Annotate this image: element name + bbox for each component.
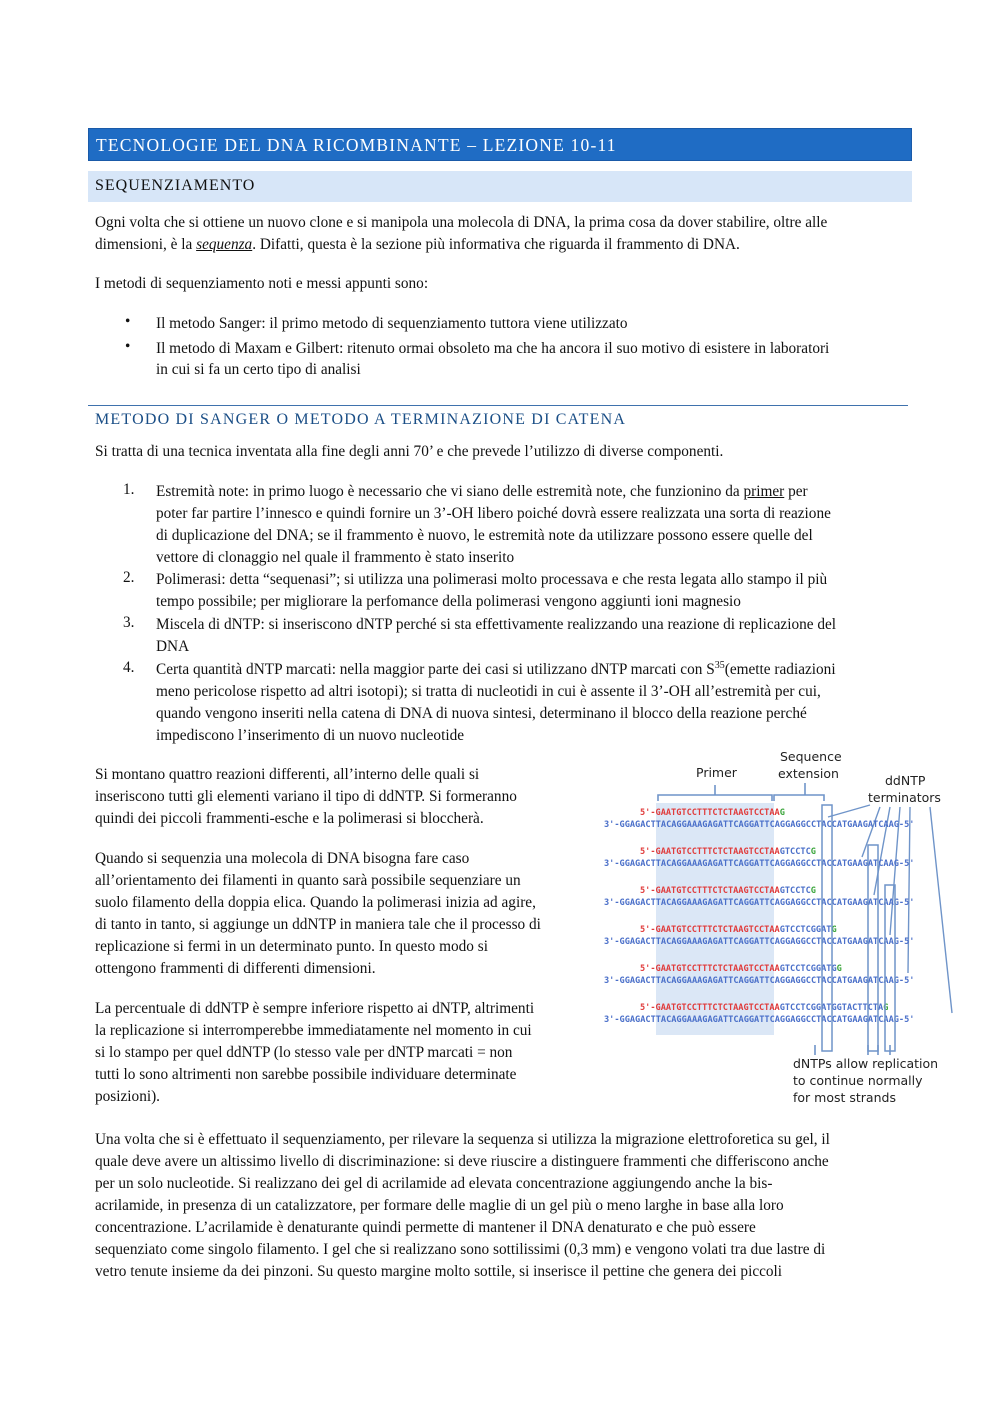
list-item-line xyxy=(156,659,836,681)
emphasized-word: sequenza xyxy=(196,236,253,253)
dntps-label-3: for most strands xyxy=(793,1090,896,1105)
list-text: Certa quantità dNTP marcati: nella maggior parte dei casi si utilizzano dNTP marcati con S xyxy=(156,661,715,678)
bullet-item-continued: in cui si fa un certo tipo di analisi xyxy=(156,361,361,378)
list-item-line: DNA xyxy=(156,638,190,655)
paragraph-line: replicazione si fermi in un determinato punto. In questo modo si xyxy=(95,938,488,955)
paragraph-line: Una volta che si è effettuato il sequenziamento, per rilevare la sequenza si utilizza la migrazione elettroforetica su gel, il xyxy=(95,1131,830,1148)
list-item-line: meno pericolose rispetto ad altri isotopi); si tratta di nucleotidi in cui è assente il 3’-OH all’estremità per cui, xyxy=(156,683,821,700)
synthesized-strand: 5'-GAATGTCCTTTCTCTAAGTCCTAAGTCCTCGGATG xyxy=(640,925,837,935)
paragraph-line: inseriscono tutti gli elementi variano il tipo di ddNTP. Si formeranno xyxy=(95,788,517,805)
list-item-line: vettore di clonaggio nel quale il frammento è stato inserito xyxy=(156,549,515,566)
paragraph-line: posizioni). xyxy=(95,1088,161,1105)
paragraph-line: suolo filamento della doppia elica. Quando la polimerasi inizia ad agire, xyxy=(95,894,536,911)
dntps-label-2: to continue normally xyxy=(793,1073,923,1088)
intro-line-2 xyxy=(95,234,740,256)
template-strand: 3'-GGAGACTTACAGGAAAGAGATTCAGGATTCAGGAGGCCTACCATGAAGATCAAG-5' xyxy=(604,1015,915,1025)
list-item-line: Polimerasi: detta “sequenasi”; si utilizza una polimerasi molto processava e che resta legata allo stampo il più xyxy=(156,571,828,588)
sanger-intro: Si tratta di una tecnica inventata alla fine degli anni 70’ e che prevede l’utilizzo di diverse componenti. xyxy=(95,443,724,460)
document-title: TECNOLOGIE DEL DNA RICOMBINANTE – LEZIONE 10-11 xyxy=(96,135,617,155)
list-text: (emette radiazioni xyxy=(724,661,836,678)
bullet-item: Il metodo Sanger: il primo metodo di sequenziamento tuttora viene utilizzato xyxy=(156,315,628,332)
list-number: 1. xyxy=(123,481,135,498)
list-item-line: poter far partire l’innesco e quindi fornire un 3’-OH libero poiché dovrà essere realizzata una sorta di reazione xyxy=(156,505,831,522)
bullet-dot: • xyxy=(125,338,131,355)
list-text: per xyxy=(784,483,808,500)
primer-label: Primer xyxy=(696,765,737,780)
paragraph-line: di tanto in tanto, si aggiunge un ddNTP in maniera tale che il processo di xyxy=(95,916,541,933)
intro-line-1: Ogni volta che si ottiene un nuovo clone e si manipola una molecola di DNA, la prima cosa da dover stabilire, oltre alle xyxy=(95,214,828,231)
template-strand: 3'-GGAGACTTACAGGAAAGAGATTCAGGATTCAGGAGGCCTACCATGAAGATCAAG-5' xyxy=(604,820,915,830)
list-item-line xyxy=(156,481,808,503)
paragraph-line: per un solo nucleotide. Si realizzano dei gel di acrilamide ad elevata concentrazione aggiungendo anche la bis- xyxy=(95,1175,773,1192)
primer-bracket xyxy=(658,795,772,801)
heading-rule xyxy=(88,405,908,406)
dntps-label-1: dNTPs allow replication xyxy=(793,1056,939,1071)
bullet-item: Il metodo di Maxam e Gilbert: ritenuto ormai obsoleto ma che ha ancora il suo motivo di esistere in laboratori xyxy=(156,340,830,357)
title-banner xyxy=(88,128,912,161)
section-banner xyxy=(88,171,912,202)
list-item-line: di duplicazione del DNA; se il frammento è nuovo, le estremità note da utilizzare possono essere quelle del xyxy=(156,527,813,544)
list-text: Estremità note: in primo luogo è necessario che vi siano delle estremità note, che funzionino da xyxy=(156,483,744,500)
sanger-sequencing-figure xyxy=(600,745,1000,1110)
paragraph-line: concentrazione. L’acrilamide è denaturante quindi permette di mantener il DNA denaturato e che può essere xyxy=(95,1219,756,1236)
paragraph-line: all’orientamento dei filamenti in quanto sarà possibile sequenziare un xyxy=(95,872,521,889)
ddntp-label-2: terminators xyxy=(868,790,941,805)
template-strand: 3'-GGAGACTTACAGGAAAGAGATTCAGGATTCAGGAGGCCTACCATGAAGATCAAG-5' xyxy=(604,937,915,947)
primer-shaded-region xyxy=(656,803,774,1035)
paragraph-line: la replicazione si interromperebbe immediatamente nel momento in cui xyxy=(95,1022,532,1039)
list-number: 2. xyxy=(123,569,135,586)
paragraph-line: La percentuale di ddNTP è sempre inferiore rispetto ai dNTP, altrimenti xyxy=(95,1000,535,1017)
extension-bracket xyxy=(774,795,824,801)
paragraph-line: acrilamide, in presenza di un catalizzatore, per formare delle maglie di un gel più o meno larghe in base alla loro xyxy=(95,1197,784,1214)
paragraph-line: sequenziato come singolo filamento. I gel che si realizzano sono sottilissimi (0,3 mm) e vengono volati tra due lastre di xyxy=(95,1241,826,1258)
paragraph-line: Si montano quattro reazioni differenti, all’interno delle quali si xyxy=(95,766,480,783)
synthesized-strand: 5'-GAATGTCCTTTCTCTAAGTCCTAAGTCCTCGGATGGTACTTCTAG xyxy=(640,1003,889,1013)
template-strand: 3'-GGAGACTTACAGGAAAGAGATTCAGGATTCAGGAGGCCTACCATGAAGATCAAG-5' xyxy=(604,859,915,869)
template-strand: 3'-GGAGACTTACAGGAAAGAGATTCAGGATTCAGGAGGCCTACCATGAAGATCAAG-5' xyxy=(604,976,915,986)
paragraph-line: ottengono frammenti di differenti dimensioni. xyxy=(95,960,376,977)
synthesized-strand: 5'-GAATGTCCTTTCTCTAAGTCCTAAGTCCTCG xyxy=(640,847,816,857)
paragraph-line: vetro tenute insieme da dei pinzoni. Su questo margine molto sottile, si inserisce il pettine che genera dei piccoli xyxy=(95,1263,783,1280)
paragraph-line: quindi dei piccoli frammenti-esche e la polimerasi si bloccherà. xyxy=(95,810,484,827)
synthesized-strand: 5'-GAATGTCCTTTCTCTAAGTCCTAAG xyxy=(640,808,785,818)
list-number: 3. xyxy=(123,614,135,631)
bullet-dot: • xyxy=(125,313,131,330)
paragraph-line: Quando si sequenzia una molecola di DNA bisogna fare caso xyxy=(95,850,470,867)
list-number: 4. xyxy=(123,659,135,676)
section-heading: SEQUENZIAMENTO xyxy=(95,177,256,194)
ddntp-label-1: ddNTP xyxy=(885,773,926,788)
list-item-line: tempo possibile; per migliorare la perfomance della polimerasi vengono aggiunti ioni magnesio xyxy=(156,593,741,610)
sequence-extension-label-1: Sequence xyxy=(780,749,842,764)
methods-intro: I metodi di sequenziamento noti e messi appunti sono: xyxy=(95,275,429,292)
sequence-extension-label-2: extension xyxy=(778,766,839,781)
dntp-arrows xyxy=(815,1045,890,1055)
paragraph-line: si lo stampo per quel ddNTP (lo stesso vale per dNTP marcati = non xyxy=(95,1044,513,1061)
synthesized-strand: 5'-GAATGTCCTTTCTCTAAGTCCTAAGTCCTCGGATGG xyxy=(640,964,842,974)
sanger-heading: METODO DI SANGER O METODO A TERMINAZIONE DI CATENA xyxy=(95,411,627,428)
list-item-line: quando vengono inseriti nella catena di DNA di nuova sintesi, determinano il blocco della reazione perché xyxy=(156,705,807,722)
template-strand: 3'-GGAGACTTACAGGAAAGAGATTCAGGATTCAGGAGGCCTACCATGAAGATCAAG-5' xyxy=(604,898,915,908)
list-item-line: Miscela di dNTP: si inseriscono dNTP perché si sta effettivamente realizzando una reazione di replicazione del xyxy=(156,616,837,633)
intro-text: . Difatti, questa è la sezione più informativa che riguarda il frammento di DNA. xyxy=(252,236,740,253)
list-item-line: impediscono l’inserimento di un nuovo nucleotide xyxy=(156,727,465,744)
underlined-word: primer xyxy=(743,483,785,500)
synthesized-strand: 5'-GAATGTCCTTTCTCTAAGTCCTAAGTCCTCG xyxy=(640,886,816,896)
intro-text: dimensioni, è la xyxy=(95,236,197,253)
column-box xyxy=(885,885,895,1051)
paragraph-line: tutti lo sono altrimenti non sarebbe possibile individuare determinate xyxy=(95,1066,517,1083)
superscript: 35 xyxy=(714,660,725,671)
paragraph-line: quale deve avere un altissimo livello di discriminazione: si deve riuscire a distinguere frammenti che differiscono anche xyxy=(95,1153,829,1170)
